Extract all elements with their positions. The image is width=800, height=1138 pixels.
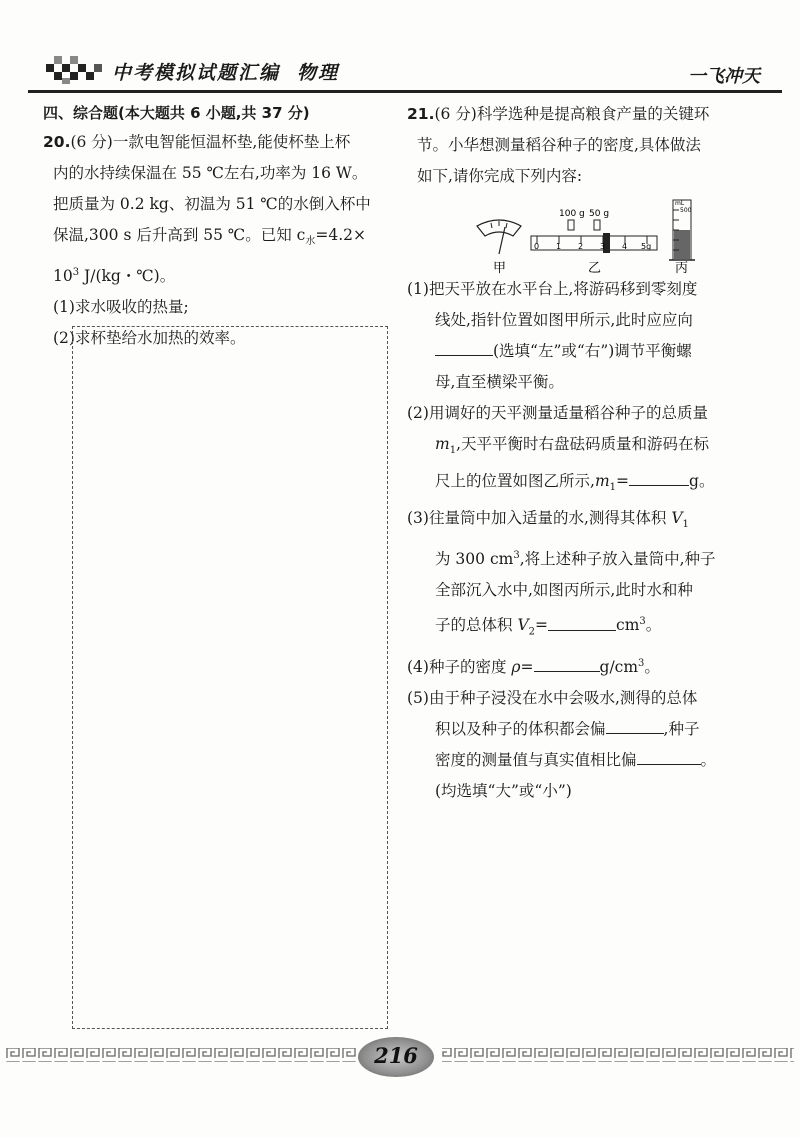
answer-blank[interactable] (534, 655, 600, 672)
q21-line: $m_1$,天平平衡时右盘砝码质量和游码在标 (435, 435, 710, 457)
q21-sub-2: (2)用调好的天平测量适量稻谷种子的总质量 (407, 404, 708, 422)
book-title: 中考模拟试题汇编 (112, 62, 281, 84)
q21-line: 尺上的位置如图乙所示$,m_1= g$。 (407, 466, 767, 503)
q21-sub-1: (1)把天平放在水平台上,将游码移到零刻度 (407, 280, 698, 298)
q21-line: 母,直至横梁平衡。 (435, 373, 564, 391)
answer-blank[interactable] (637, 748, 701, 765)
figure-svg (407, 196, 767, 302)
subject-title: 物理 (297, 62, 340, 84)
weight-label: 50 g (589, 209, 610, 219)
figure-label-jia: 甲 (493, 261, 507, 276)
question-number: 21. (407, 105, 435, 123)
figure-label-bing: 丙 (675, 261, 689, 276)
right-column (407, 99, 767, 807)
answer-blank[interactable] (548, 614, 616, 631)
brand-label: 一飞冲天 (688, 66, 760, 87)
q20-sub-1: (1)求水吸收的热量; (53, 298, 189, 317)
q21-line: 子的总体积 $V_2= cm^3$。 (407, 606, 767, 647)
q21-line: 积以及种子的体积都会偏 ,种子 (407, 714, 767, 745)
q20-line: 内的水持续保温在 55 ℃左右,功率为 16 W。 (53, 164, 368, 182)
question-21 (407, 99, 767, 192)
question-number: 20. (43, 133, 71, 151)
q21-sub-4: (4)种子的密度 $\rho= g/cm^3$。 (407, 648, 767, 683)
ruler-tick: 0 (534, 242, 540, 251)
q20-line: (6 分)一款电智能恒温杯垫,能使杯垫上杯 (70, 133, 351, 151)
figure-balance-cylinder (407, 196, 767, 302)
q21-line: (6 分)科学选种是提高粮食产量的关键环 (434, 105, 710, 123)
q20-line: $10^3$ J/(kg・℃)。 (53, 267, 176, 286)
page-header (0, 0, 800, 100)
q20-line: 把质量为 0.2 kg、初温为 51 ℃的水倒入杯中 (53, 195, 371, 213)
header-divider (28, 90, 782, 93)
q21-sub-3: (3)往量筒中加入适量的水,测得其体积 $V_1$ (407, 509, 689, 531)
cylinder-unit: mL (675, 200, 685, 207)
section-title: 四、综合题(本大题共 6 小题,共 37 分) (43, 104, 310, 122)
q21-line: 全部沉入水中,如图丙所示,此时水和种 (435, 581, 693, 600)
dial-icon (477, 220, 521, 254)
q21-line: (选填“左”或“右”)调节平衡螺 (407, 336, 767, 367)
figure-label-yi: 乙 (588, 261, 602, 276)
weight-label: 100 g (559, 209, 585, 219)
ruler-tick: 2 (578, 242, 584, 251)
q20-line: 保温,300 s 后升高到 55 ℃。已知 $c_水=4.2\times$ (53, 226, 366, 248)
q21-line: 密度的测量值与真实值相比偏 。 (407, 745, 767, 776)
answer-blank[interactable] (629, 470, 689, 487)
q21-line: 为 300 $cm^3$,将上述种子放入量筒中,种子 (435, 550, 716, 569)
answer-blank[interactable] (606, 717, 664, 734)
ruler-icon (531, 220, 657, 253)
q21-line: 线处,指针位置如图甲所示,此时应应向 (435, 311, 693, 329)
q21-line: 如下,请你完成下列内容: (417, 167, 583, 185)
q21-subquestions (407, 274, 767, 807)
left-column (43, 99, 395, 354)
q21-line: 节。小华想测量稻谷种子的密度,具体做法 (417, 136, 701, 154)
q21-sub-5: (5)由于种子浸没在水中会吸水,测得的总体 (407, 688, 698, 707)
q21-line: (均选填“大”或“小”) (435, 781, 572, 800)
checker-logo-icon (46, 52, 106, 86)
question-20 (43, 127, 395, 354)
answer-blank[interactable] (435, 340, 493, 357)
page-number: 216 (374, 1043, 418, 1068)
ruler-tick: 5g (641, 242, 652, 251)
ruler-tick: 4 (622, 242, 628, 251)
ruler-tick: 1 (556, 242, 562, 251)
q20-sub-2: (2)求杯垫给水加热的效率。 (53, 329, 246, 348)
ruler-tick: 3 (600, 242, 606, 251)
cylinder-mark: 500 (680, 207, 692, 214)
answer-area[interactable] (72, 326, 388, 1029)
